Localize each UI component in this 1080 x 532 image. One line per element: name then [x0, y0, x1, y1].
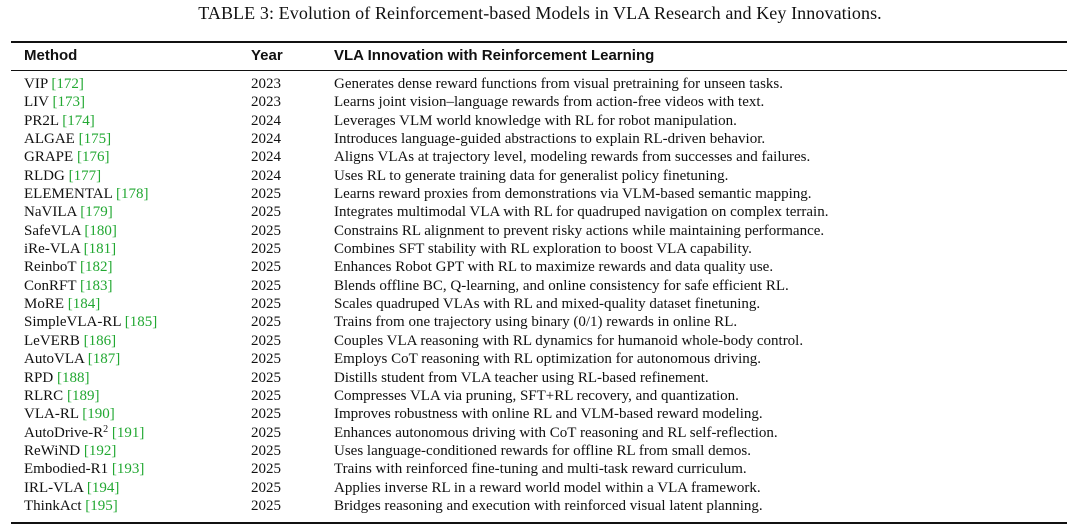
innovation-cell: Blends offline BC, Q-learning, and online consistency for safe efficient RL. [334, 277, 789, 294]
innovation-cell: Improves robustness with online RL and VLM-based reward modeling. [334, 406, 763, 423]
method-cell [24, 203, 113, 221]
method-name: RPD [24, 369, 54, 386]
method-name: ReWiND [24, 442, 81, 459]
innovation-cell: Learns joint vision–language rewards from action-free videos with text. [334, 94, 765, 111]
method-cell [24, 460, 144, 478]
year-cell: 2025 [251, 351, 281, 368]
innovation-cell: Employs CoT reasoning with RL optimization for autonomous driving. [334, 351, 762, 368]
table-row [0, 369, 1080, 387]
year-cell: 2025 [251, 204, 281, 221]
citation-link[interactable]: [188] [56, 369, 90, 386]
method-cell [24, 185, 148, 203]
citation-link[interactable]: [179] [80, 204, 113, 221]
innovation-cell: Scales quadruped VLAs with RL and mixed-quality dataset finetuning. [334, 296, 761, 313]
table-row [0, 258, 1080, 276]
method-cell [24, 350, 120, 368]
citation-link[interactable]: [178] [115, 186, 149, 203]
year-cell: 2025 [251, 314, 281, 331]
method-cell [24, 75, 84, 93]
method-cell [24, 112, 95, 130]
method-cell [24, 295, 100, 313]
table-row [0, 350, 1080, 368]
table-row [0, 479, 1080, 497]
table-row [0, 167, 1080, 185]
table-caption: TABLE 3: Evolution of Reinforcement-based Models in VLA Research and Key Innovations. [198, 3, 882, 23]
innovation-cell: Leverages VLM world knowledge with RL for robot manipulation. [334, 112, 737, 129]
table-row [0, 424, 1080, 442]
innovation-cell: Couples VLA reasoning with RL dynamics for humanoid whole-body control. [334, 332, 804, 349]
method-cell [24, 369, 89, 387]
table-row [0, 405, 1080, 423]
table-top-rule [11, 41, 1067, 43]
method-cell [24, 93, 85, 111]
innovation-cell: Uses RL to generate training data for generalist policy finetuning. [334, 167, 729, 184]
table-body [0, 75, 1080, 515]
method-cell [24, 332, 116, 350]
citation-link[interactable]: [189] [66, 387, 100, 404]
table-row [0, 75, 1080, 93]
year-cell: 2025 [251, 277, 281, 294]
citation-link[interactable]: [193] [111, 461, 145, 478]
year-cell: 2025 [251, 369, 281, 386]
year-cell: 2025 [251, 442, 281, 459]
innovation-cell: Enhances autonomous driving with CoT reasoning and RL self-reflection. [334, 424, 778, 441]
innovation-cell: Combines SFT stability with RL exploration to boost VLA capability. [334, 241, 752, 258]
innovation-cell: Compresses VLA via pruning, SFT+RL recovery, and quantization. [334, 387, 739, 404]
year-cell: 2024 [251, 167, 281, 184]
citation-link[interactable]: [175] [78, 131, 112, 148]
year-cell: 2024 [251, 112, 281, 129]
table-row [0, 277, 1080, 295]
innovation-cell: Constrains RL alignment to prevent risky actions while maintaining performance. [334, 222, 825, 239]
citation-link[interactable]: [180] [84, 222, 117, 239]
table-row [0, 387, 1080, 405]
method-name: AutoDrive-R [24, 424, 104, 441]
innovation-cell: Integrates multimodal VLA with RL for quadruped navigation on complex terrain. [334, 204, 829, 221]
year-cell: 2025 [251, 296, 281, 313]
header-year: Year [251, 47, 283, 64]
innovation-cell: Aligns VLAs at trajectory level, modeling rewards from successes and failures. [334, 149, 811, 166]
table-row [0, 185, 1080, 203]
method-name: VIP [24, 76, 48, 92]
table-row [0, 130, 1080, 148]
innovation-cell: Uses language-conditioned rewards for offline RL from small demos. [334, 442, 751, 459]
innovation-cell: Applies inverse RL in a reward world model within a VLA framework. [334, 479, 761, 496]
year-cell: 2023 [251, 94, 281, 111]
year-cell: 2024 [251, 149, 281, 166]
year-cell: 2025 [251, 259, 281, 276]
innovation-cell: Bridges reasoning and execution with reinforced visual latent planning. [334, 497, 763, 514]
citation-link[interactable]: [172] [51, 76, 84, 92]
method-name: VLA-RL [24, 406, 79, 423]
innovation-cell: Trains from one trajectory using binary (0/1) rewards in online RL. [334, 314, 738, 331]
method-name: LIV [24, 94, 49, 111]
method-name: ThinkAct [24, 497, 82, 514]
method-name: ALGAE [24, 131, 75, 148]
table-row [0, 148, 1080, 166]
method-cell [24, 222, 117, 240]
method-cell [24, 424, 144, 442]
citation-link[interactable]: [176] [76, 149, 110, 166]
table-bottom-rule [11, 522, 1067, 524]
method-name: ELEMENTAL [24, 186, 113, 203]
year-cell: 2025 [251, 241, 281, 258]
innovation-cell: Introduces language-guided abstractions to explain RL-driven behavior. [334, 131, 766, 148]
method-name: MoRE [24, 296, 65, 313]
method-name: ConRFT [24, 277, 77, 294]
year-cell: 2025 [251, 461, 281, 478]
innovation-cell: Generates dense reward functions from visual pretraining for unseen tasks. [334, 76, 784, 92]
method-cell [24, 130, 111, 148]
year-cell: 2025 [251, 424, 281, 441]
year-cell: 2024 [251, 131, 281, 148]
year-cell: 2025 [251, 387, 281, 404]
table-row [0, 222, 1080, 240]
citation-link[interactable]: [184] [67, 296, 101, 313]
method-name: GRAPE [24, 149, 74, 166]
method-cell [24, 497, 118, 515]
method-name: iRe-VLA [24, 241, 80, 258]
citation-link[interactable]: [186] [83, 332, 117, 349]
citation-link[interactable]: [173] [52, 94, 85, 111]
method-name: ReinboT [24, 259, 77, 276]
method-superscript: 2 [103, 423, 109, 435]
innovation-cell: Learns reward proxies from demonstrations via VLM-based semantic mapping. [334, 186, 812, 203]
citation-link[interactable]: [190] [82, 406, 115, 423]
year-cell: 2025 [251, 406, 281, 423]
table-row [0, 442, 1080, 460]
citation-link[interactable]: [182] [79, 259, 113, 276]
innovation-cell: Distills student from VLA teacher using RL-based refinement. [334, 369, 709, 386]
method-cell [24, 479, 119, 497]
citation-link[interactable]: [187] [87, 351, 121, 368]
table-row [0, 497, 1080, 515]
header-method: Method [24, 47, 78, 64]
method-cell [24, 258, 112, 276]
method-name: LeVERB [24, 332, 80, 349]
table-row [0, 93, 1080, 111]
method-name: RLDG [24, 167, 65, 184]
citation-link[interactable]: [174] [62, 112, 95, 129]
citation-link[interactable]: [177] [68, 167, 102, 184]
table-header-rule [11, 70, 1067, 71]
innovation-cell: Enhances Robot GPT with RL to maximize rewards and data quality use. [334, 259, 774, 276]
method-name: IRL-VLA [24, 479, 84, 496]
method-cell [24, 277, 113, 295]
year-cell: 2025 [251, 222, 281, 239]
citation-link[interactable]: [192] [83, 442, 117, 459]
method-name: Embodied-R1 [24, 461, 109, 478]
method-cell [24, 387, 99, 405]
method-name: PR2L [24, 112, 59, 129]
table-row [0, 240, 1080, 258]
year-cell: 2025 [251, 332, 281, 349]
citation-link[interactable]: [191] [111, 424, 145, 441]
method-cell [24, 442, 116, 460]
method-cell [24, 313, 157, 331]
year-cell: 2023 [251, 76, 281, 92]
method-name: AutoVLA [24, 351, 84, 368]
header-innovation: VLA Innovation with Reinforcement Learning [334, 47, 655, 64]
citation-link[interactable]: [185] [124, 314, 158, 331]
table-row [0, 313, 1080, 331]
citation-link[interactable]: [195] [85, 497, 118, 514]
citation-link[interactable]: [194] [86, 479, 120, 496]
year-cell: 2025 [251, 479, 281, 496]
table-row [0, 332, 1080, 350]
table-row [0, 203, 1080, 221]
method-cell [24, 167, 101, 185]
method-cell [24, 240, 116, 258]
table-header [0, 45, 1080, 67]
method-name: RLRC [24, 387, 64, 404]
table-row [0, 112, 1080, 130]
table-row [0, 460, 1080, 478]
citation-link[interactable]: [181] [83, 241, 117, 258]
method-cell [24, 405, 115, 423]
citation-link[interactable]: [183] [80, 277, 113, 294]
method-cell [24, 148, 109, 166]
year-cell: 2025 [251, 186, 281, 203]
method-name: SimpleVLA-RL [24, 314, 121, 331]
method-name: SafeVLA [24, 222, 81, 239]
innovation-cell: Trains with reinforced fine-tuning and multi-task reward curriculum. [334, 461, 747, 478]
method-name: NaVILA [24, 204, 77, 221]
table-row [0, 295, 1080, 313]
year-cell: 2025 [251, 497, 281, 514]
